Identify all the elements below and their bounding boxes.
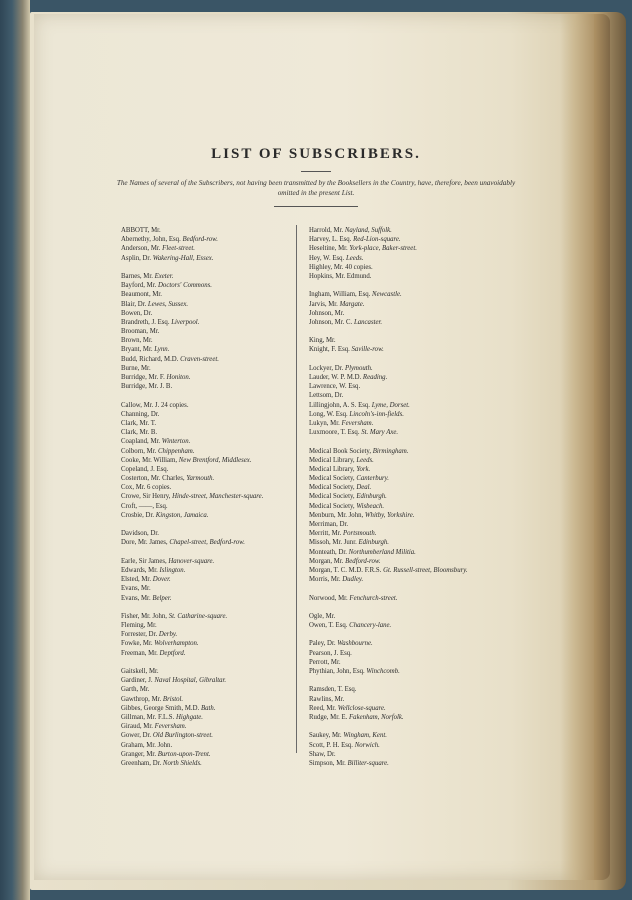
- subscriber-name: Lockyer, Dr.: [309, 364, 344, 372]
- subscriber-place: Birmingham.: [372, 447, 409, 455]
- subscriber-entry: [309, 612, 499, 621]
- subscriber-name: Saukey, Mr.: [309, 732, 342, 740]
- subscriber-name: Medical Society,: [309, 484, 355, 492]
- subscriber-name: Long, W. Esq.: [309, 410, 348, 418]
- subscriber-place: Billiter-square.: [347, 759, 389, 767]
- subscriber-entry: [121, 676, 291, 685]
- subscriber-name: Beaumont, Mr.: [121, 291, 162, 299]
- subscriber-name: Medical Society,: [309, 475, 355, 483]
- subscriber-entry: [309, 639, 499, 648]
- subscriber-entry: [309, 695, 499, 704]
- subscriber-entry: [121, 594, 291, 603]
- subscriber-entry: [121, 492, 291, 501]
- subscriber-name: Croft, ——, Esq.: [121, 502, 168, 510]
- subscriber-entry: [121, 566, 291, 575]
- subscriber-name: Earle, Sir James,: [121, 557, 167, 565]
- subscriber-entry: [121, 254, 291, 263]
- subscriber-place: Fakenham, Norfolk.: [349, 713, 404, 721]
- subscriber-entry: [309, 300, 499, 309]
- subscriber-name: Clark, Mr. B.: [121, 429, 158, 437]
- subscriber-entry: [121, 419, 291, 428]
- subscriber-entry: [121, 355, 291, 364]
- subscriber-name: Luxmoore, T. Esq.: [309, 429, 360, 437]
- subscriber-name: Phythian, John, Esq.: [309, 668, 365, 675]
- subscriber-entry: [309, 254, 499, 263]
- subscriber-place: Yarmouth.: [186, 475, 215, 483]
- subscriber-entry: [121, 649, 291, 658]
- subscriber-entry: [121, 704, 291, 713]
- subscriber-place: Wellclose-square.: [337, 704, 386, 712]
- subscriber-entry: [309, 566, 499, 575]
- subscriber-entry: [121, 290, 291, 299]
- subscriber-name: Scott, P. H. Esq.: [309, 741, 353, 749]
- subscriber-place: Kingston, Jamaica.: [155, 511, 209, 519]
- subscriber-place: St. Catharine-square.: [168, 612, 228, 620]
- subscriber-name: Morgan, T. C. M.D. F.R.S.: [309, 566, 382, 574]
- subscriber-name: Davidson, Dr.: [121, 530, 159, 538]
- subscriber-name: Coapland, Mr.: [121, 438, 161, 446]
- subscriber-name: Lukyn, Mr.: [309, 419, 340, 427]
- subscriber-place: Naval Hospital, Gibraltar.: [154, 677, 227, 685]
- subscriber-entry: [121, 741, 291, 750]
- subscriber-name: Simpson, Mr.: [309, 759, 346, 767]
- subscriber-place: Northumberland Militia.: [348, 548, 416, 556]
- subscriber-entry: [309, 474, 499, 483]
- subscriber-name: King, Mr.: [309, 337, 336, 345]
- subscriber-place: Lewes, Sussex.: [147, 300, 189, 308]
- subscriber-entry: [309, 465, 499, 474]
- subscriber-name: Channing, Dr.: [121, 410, 160, 418]
- subscriber-name: Ramsden, T. Esq.: [309, 686, 357, 694]
- subscriber-entry: [121, 667, 291, 676]
- subscriber-place: Hanover-square.: [168, 557, 215, 565]
- subscriber-name: Ogle, Mr.: [309, 612, 336, 620]
- subscriber-entry: [121, 373, 291, 382]
- subscriber-entry: [309, 410, 499, 419]
- subscriber-entry: [121, 557, 291, 566]
- subscriber-name: Merriman, Dr.: [309, 521, 349, 528]
- subscriber-place: Deptford.: [159, 649, 186, 657]
- subscriber-entry: [309, 483, 499, 492]
- subscriber-name: Heseltine, Mr.: [309, 245, 348, 253]
- subscriber-name: Crosbie, Dr.: [121, 511, 155, 519]
- subscriber-entry: [121, 428, 291, 437]
- subscriber-name: Granger, Mr.: [121, 750, 157, 758]
- subscriber-name: Bowen, Dr.: [121, 309, 153, 317]
- subscriber-name: Brown, Mr.: [121, 337, 153, 345]
- subscriber-entry: [121, 300, 291, 309]
- column-divider: [296, 225, 297, 753]
- subscriber-entry: [309, 731, 499, 740]
- subscriber-place: Dover.: [152, 576, 171, 584]
- subscriber-name: Cooke, Mr. William,: [121, 456, 178, 464]
- subscriber-name: Giraud, Mr.: [121, 723, 153, 731]
- subscriber-name: Harrold, Mr.: [309, 227, 344, 234]
- page-edge: [560, 14, 610, 880]
- subscriber-place: New Brentford, Middlesex.: [178, 456, 252, 464]
- subscriber-name: Highley, Mr. 40 copies.: [309, 263, 373, 271]
- subscriber-entry: [121, 750, 291, 759]
- subscriber-entry: [309, 621, 499, 630]
- subscriber-name: Gawthrop, Mr.: [121, 695, 162, 703]
- subscriber-place: Canterbury.: [356, 475, 389, 483]
- subscriber-name: Evans, Mr.: [121, 585, 151, 593]
- subscriber-name: Perrott, Mr.: [309, 658, 341, 666]
- subscriber-place: Wolverhampton.: [154, 640, 199, 648]
- subscriber-place: Craven-street.: [180, 355, 219, 363]
- subscriber-place: Bedford-row.: [345, 557, 381, 565]
- subscriber-entry: [309, 364, 499, 373]
- subscriber-entry: [121, 410, 291, 419]
- subscriber-name: Evans, Mr.: [121, 594, 151, 602]
- subscriber-entry: [309, 382, 499, 391]
- subscriber-entry: [121, 226, 291, 235]
- subscriber-entry: [309, 419, 499, 428]
- subscriber-name: Owen, T. Esq.: [309, 622, 348, 630]
- subscriber-place: Whitby, Yorkshire.: [364, 511, 415, 519]
- subscriber-name: Medical Library,: [309, 456, 355, 464]
- subscriber-entry: [121, 722, 291, 731]
- subscriber-entry: [309, 235, 499, 244]
- subscriber-place: Nayland, Suffolk.: [344, 227, 392, 234]
- subscriber-entry: [121, 511, 291, 520]
- subscriber-name: Clark, Mr. T.: [121, 419, 157, 427]
- subscriber-place: Honiton.: [166, 374, 191, 381]
- subscriber-place: Wingham, Kent.: [343, 732, 387, 740]
- subscriber-entry: [309, 456, 499, 465]
- subscriber-name: Brooman, Mr.: [121, 328, 160, 336]
- subscriber-entry: [309, 391, 499, 400]
- subscriber-name: Medical Library,: [309, 465, 355, 473]
- book-spine: [0, 0, 30, 900]
- subscriber-place: Lancaster.: [353, 318, 383, 326]
- subscriber-name: Lawrence, W. Esq.: [309, 383, 361, 391]
- subscriber-entry: [121, 437, 291, 446]
- subscriber-entry: [121, 345, 291, 354]
- subscriber-entry: [121, 630, 291, 639]
- subscriber-name: Rawlins, Mr.: [309, 695, 345, 703]
- subscriber-place: Gt. Russell-street, Bloomsbury.: [383, 566, 468, 574]
- subscriber-place: Margate.: [339, 300, 365, 308]
- subscriber-place: Feversham.: [154, 723, 187, 731]
- subscriber-entry: [309, 272, 499, 281]
- subscriber-place: Plymouth.: [344, 364, 373, 372]
- subscriber-entry: [309, 713, 499, 722]
- subscriber-place: Chippenham.: [158, 447, 195, 455]
- subscriber-entry: [309, 373, 499, 382]
- subscriber-entry: [121, 538, 291, 547]
- subscriber-place: Derby.: [158, 631, 178, 639]
- subscriber-place: Dudley.: [342, 576, 364, 584]
- subscriber-name: ABBOTT, Mr.: [121, 227, 161, 234]
- subscriber-name: Harvey, L. Esq.: [309, 236, 352, 244]
- subscriber-place: Bristol.: [162, 695, 184, 703]
- subscriber-entry: [121, 244, 291, 253]
- subscriber-place: Lyme, Dorset.: [371, 401, 410, 409]
- subscriber-name: Dore, Mr. James,: [121, 539, 168, 547]
- subscriber-place: Exeter.: [154, 272, 174, 280]
- subscriber-place: Old Burlington-street.: [152, 732, 213, 740]
- subscriber-name: Hey, W. Esq.: [309, 254, 345, 262]
- subscriber-name: Cox, Mr. 6 copies.: [121, 484, 172, 492]
- subscriber-entry: [309, 502, 499, 511]
- subscriber-entry: [121, 584, 291, 593]
- subscriber-name: Fisher, Mr. John,: [121, 612, 167, 620]
- subscriber-name: Costerton, Mr. Charles,: [121, 475, 185, 483]
- subscriber-place: Feversham.: [341, 419, 374, 427]
- subscriber-name: Gardiner, J.: [121, 677, 153, 685]
- subscriber-entry: [309, 520, 499, 529]
- subscriber-name: Bayford, Mr.: [121, 282, 157, 290]
- subscriber-entry: [121, 685, 291, 694]
- subscriber-place: Winchcomb.: [366, 668, 400, 675]
- subscriber-name: Bryant, Mr.: [121, 346, 153, 354]
- subscriber-name: Medical Society,: [309, 502, 355, 510]
- subscribers-left-column: [121, 226, 291, 768]
- subscriber-entry: [121, 731, 291, 740]
- subscriber-name: Rudge, Mr. E.: [309, 713, 348, 721]
- subscriber-entry: [309, 594, 499, 603]
- subscriber-name: Lettsom, Dr.: [309, 392, 344, 400]
- subscriber-place: Wakering-Hall, Essex.: [152, 254, 214, 262]
- subscriber-name: Ingham, William, Esq.: [309, 291, 371, 299]
- subscriber-entry: [309, 447, 499, 456]
- subscriber-name: Burne, Mr.: [121, 364, 151, 372]
- subscriber-entry: [309, 336, 499, 345]
- subscriber-entry: [309, 318, 499, 327]
- subscriber-name: Colborn, Mr.: [121, 447, 157, 455]
- subscriber-name: Gibbes, George Smith, M.D.: [121, 704, 200, 712]
- subscriber-place: Newcastle.: [372, 291, 402, 299]
- subscriber-entry: [121, 713, 291, 722]
- subscriber-name: Norwood, Mr.: [309, 594, 348, 602]
- subscriber-name: Johnson, Mr. C.: [309, 318, 353, 326]
- subscriber-name: Lauder, W. P. M.D.: [309, 374, 362, 381]
- subscriber-name: Burridge, Mr. F.: [121, 374, 165, 381]
- subscriber-place: Saville-row.: [351, 346, 384, 354]
- subscriber-entry: [309, 759, 499, 768]
- subscriber-entry: [309, 428, 499, 437]
- subscriber-entry: [121, 364, 291, 373]
- subscriber-place: Hinde-street, Manchester-square.: [172, 493, 264, 501]
- subscriber-entry: [121, 447, 291, 456]
- subscriber-entry: [309, 741, 499, 750]
- subscriber-entry: [121, 612, 291, 621]
- subscriber-place: Leeds.: [345, 254, 364, 262]
- subscriber-entry: [121, 465, 291, 474]
- subscriber-place: Lincoln's-inn-fields.: [349, 410, 404, 418]
- subscriber-name: Brandreth, J. Esq.: [121, 318, 170, 326]
- subscriber-place: Chancery-lane.: [349, 622, 392, 630]
- subscriber-name: Crowe, Sir Henry,: [121, 493, 171, 501]
- subscriber-place: Fenchurch-street.: [349, 594, 398, 602]
- subscriber-name: Blair, Dr.: [121, 300, 147, 308]
- subscriber-name: Graham, Mr. John.: [121, 741, 173, 749]
- subscriber-entry: [309, 511, 499, 520]
- subscriber-place: Chapel-street, Bedford-row.: [169, 539, 245, 547]
- subscriber-entry: [309, 345, 499, 354]
- subscriber-place: Lynn.: [154, 346, 170, 354]
- subscriber-name: Reed, Mr.: [309, 704, 336, 712]
- subscriber-name: Merritt, Mr.: [309, 530, 342, 538]
- subscriber-name: Edwards, Mr.: [121, 566, 158, 574]
- subscriber-name: Anderson, Mr.: [121, 245, 161, 253]
- subscriber-name: Asplin, Dr.: [121, 254, 152, 262]
- subscriber-name: Garth, Mr.: [121, 686, 150, 694]
- subscriber-entry: [121, 272, 291, 281]
- subscriber-name: Menburn, Mr. John,: [309, 511, 364, 519]
- subscriber-entry: [121, 456, 291, 465]
- subscriber-entry: [309, 401, 499, 410]
- subscriber-entry: [309, 557, 499, 566]
- subscriber-name: Barnes, Mr.: [121, 272, 153, 280]
- subscriber-name: Lillingjohn, A. S. Esq.: [309, 401, 370, 409]
- subscriber-name: Fowke, Mr.: [121, 640, 153, 648]
- subscriber-name: Gaitskell, Mr.: [121, 668, 159, 675]
- subscriber-name: Knight, F. Esq.: [309, 346, 350, 354]
- subscriber-name: Jarvis, Mr.: [309, 300, 338, 308]
- subscriber-name: Monteath, Dr.: [309, 548, 347, 556]
- subscriber-name: Callow, Mr. J. 24 copies.: [121, 401, 189, 409]
- subscriber-entry: [309, 309, 499, 318]
- subscriber-place: North Shields.: [162, 759, 202, 767]
- subtitle-rule: [274, 206, 358, 207]
- subscriber-place: Liverpool.: [171, 318, 200, 326]
- subscriber-entry: [121, 502, 291, 511]
- subscriber-name: Forrester, Dr.: [121, 631, 158, 639]
- subscriber-entry: [309, 658, 499, 667]
- subscriber-name: Budd, Richard, M.D.: [121, 355, 179, 363]
- subscriber-place: Bath.: [200, 704, 216, 712]
- subscriber-entry: [309, 575, 499, 584]
- subscriber-entry: [121, 759, 291, 768]
- subscriber-name: Greenham, Dr.: [121, 759, 162, 767]
- subscriber-entry: [121, 281, 291, 290]
- subscriber-place: Doctors' Commons.: [158, 282, 212, 290]
- subscriber-entry: [121, 621, 291, 630]
- subscriber-name: Fleming, Mr.: [121, 622, 157, 630]
- subscriber-entry: [309, 226, 499, 235]
- subscriber-entry: [309, 649, 499, 658]
- subscriber-name: Shaw, Dr.: [309, 750, 336, 758]
- subscriber-place: Norwich.: [354, 741, 380, 749]
- subscriber-place: Edinburgh.: [356, 493, 387, 501]
- subscriber-place: St. Mary Axe.: [361, 429, 399, 437]
- subscriber-place: Wisbeach.: [356, 502, 385, 510]
- subscriber-entry: [309, 704, 499, 713]
- subscriber-entry: [121, 529, 291, 538]
- subscriber-name: Elsted, Mr.: [121, 576, 152, 584]
- subscriber-entry: [309, 263, 499, 272]
- subscriber-place: Bedford-row.: [182, 236, 218, 244]
- subscriber-name: Medical Book Society,: [309, 447, 372, 455]
- subscriber-place: Burton-upon-Trent.: [157, 750, 211, 758]
- subscriber-entry: [309, 290, 499, 299]
- subscriber-entry: [309, 529, 499, 538]
- subscriber-place: Red-Lion-square.: [353, 236, 401, 244]
- subscriber-name: Freeman, Mr.: [121, 649, 158, 657]
- subtitle-note: The Names of several of the Subscribers, not having been transmitted by the Booksellers in the Country, have, therefore, been unavoidably omitted in the present List.: [116, 179, 516, 197]
- subscriber-place: Edinburgh.: [358, 539, 390, 547]
- page-title: LIST OF SUBSCRIBERS.: [211, 146, 421, 162]
- subscriber-entry: [121, 483, 291, 492]
- subscriber-entry: [309, 492, 499, 501]
- subscriber-entry: [309, 667, 499, 676]
- title-rule: [301, 171, 331, 172]
- subscriber-name: Missoh, Mr. Junr.: [309, 539, 357, 547]
- subscriber-entry: [121, 382, 291, 391]
- subscriber-entry: [121, 575, 291, 584]
- subscriber-name: Paley, Dr.: [309, 640, 336, 648]
- subscriber-place: Deal.: [356, 484, 372, 492]
- subscriber-name: Johnson, Mr.: [309, 309, 345, 317]
- subscriber-place: Fleet-street.: [162, 245, 195, 253]
- subscriber-name: Gower, Dr.: [121, 732, 152, 740]
- subscriber-name: Burridge, Mr. J. B.: [121, 383, 173, 391]
- subscriber-place: Islington.: [159, 566, 186, 574]
- subscriber-entry: [121, 318, 291, 327]
- subscriber-name: Copeland, J. Esq.: [121, 465, 169, 473]
- subscriber-place: York.: [356, 465, 371, 473]
- subscriber-entry: [121, 474, 291, 483]
- subscriber-name: Abernethy, John, Esq.: [121, 236, 181, 244]
- subscriber-place: Portsmouth.: [343, 530, 377, 538]
- subscriber-name: Morris, Mr.: [309, 576, 341, 584]
- subscriber-place: Belper.: [152, 594, 172, 602]
- subscriber-name: Morgan, Mr.: [309, 557, 344, 565]
- subscriber-place: Winterton.: [161, 438, 191, 446]
- subscribers-right-column: [309, 226, 499, 768]
- subscriber-place: Highgate.: [175, 713, 203, 721]
- subscriber-place: Leeds.: [356, 456, 374, 464]
- subscriber-name: Gillman, Mr. F.L.S.: [121, 713, 175, 721]
- subscriber-name: Pearson, J. Esq.: [309, 649, 352, 657]
- subscriber-name: Medical Society,: [309, 493, 355, 501]
- subscriber-place: York-place, Baker-street.: [349, 245, 417, 253]
- subscriber-entry: [121, 401, 291, 410]
- subscriber-entry: [121, 695, 291, 704]
- subscriber-entry: [121, 309, 291, 318]
- subscriber-entry: [121, 639, 291, 648]
- subscriber-entry: [309, 685, 499, 694]
- subscriber-place: Reading.: [362, 374, 388, 381]
- subscriber-name: Hopkins, Mr. Edmund.: [309, 272, 372, 280]
- subscriber-entry: [121, 336, 291, 345]
- subscriber-entry: [121, 327, 291, 336]
- subscriber-entry: [309, 750, 499, 759]
- subscriber-entry: [121, 235, 291, 244]
- subscriber-entry: [309, 548, 499, 557]
- subscriber-entry: [309, 244, 499, 253]
- subscriber-place: Washbourne.: [337, 640, 373, 648]
- subscriber-entry: [309, 538, 499, 547]
